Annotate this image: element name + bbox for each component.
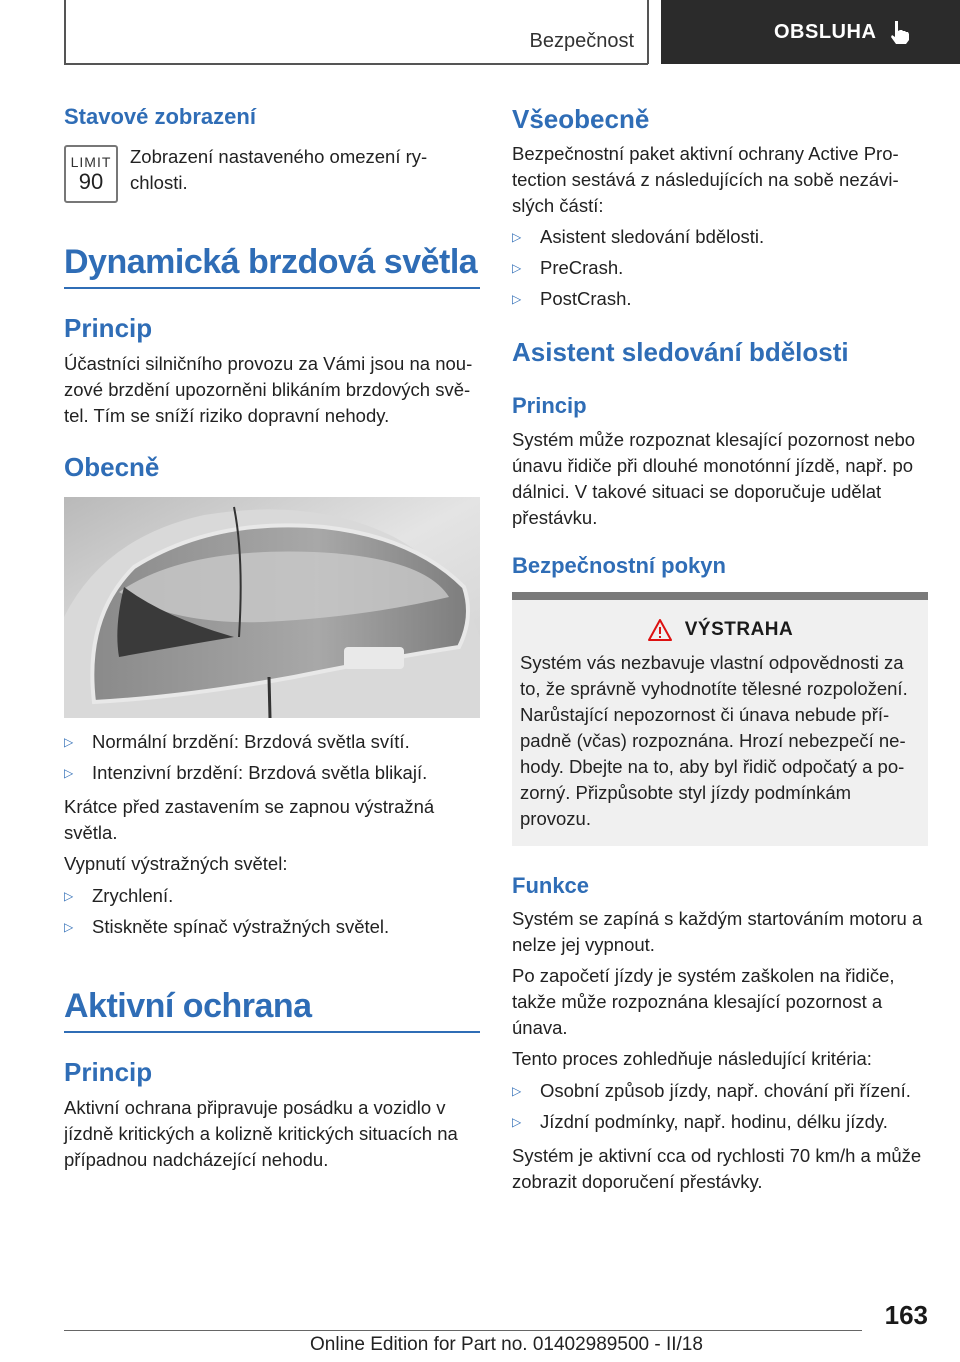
bullets2 [64,883,480,940]
kratce-text: Krátce před zastavením se zapnou výstražná světla. [64,796,435,843]
bullets-protection [512,224,928,312]
list-item [64,729,480,755]
vseobecne-text: Bezpečnostní paket aktivní ochrany Active Pro-tection sestává z následujících na sobě nezávi-slých částí: [512,143,899,216]
funkce-heading: Funkce [512,873,590,898]
list-item-text: Intenzivní brzdění: Brzdová světla blikají. [92,762,428,783]
list-item [512,286,928,312]
princip3-text: Systém může rozpoznat klesající pozornost nebo únavu řidiče při dlouhé monotónní jízdě, např. po dálnici. V takové situaci se doporučuje udělat přestávku. [512,429,916,528]
limit-sign-icon [64,145,118,203]
triangle-bullet-icon: ▷ [512,1084,522,1098]
funkce-text1: Systém se zapíná s každým startováním motoru a nelze jej vypnout. [512,908,923,955]
triangle-bullet-icon: ▷ [64,735,74,749]
heading-brake-lights: Dynamická brzdová světla [64,243,478,281]
list-item [64,760,480,786]
warning-box [512,592,928,846]
funkce-text2: Po započetí jízdy je systém zaškolen na řidiče, takže může rozpoznána klesající pozornost a únava. [512,965,895,1038]
princip2-heading: Princip [64,1057,153,1087]
pointing-hand-icon [886,19,912,45]
limit-sign-label: LIMIT [70,154,112,170]
list-item-text: PostCrash. [540,288,632,309]
triangle-bullet-icon: ▷ [64,889,74,903]
list-item-text: Jízdní podmínky, např. hodinu, délku jízdy. [540,1111,888,1132]
footer-edition: Online Edition for Part no. 01402989500 - II/18 [310,1334,703,1355]
list-item-text: Zrychlení. [92,885,174,906]
heading-rule [64,287,480,289]
warning-text: Systém vás nezbavuje vlastní odpovědnosti za to, že správně vyhodnotíte tělesné rozpoložení. Narůstající nepozornost či únava nebude pří-padně (včas) rozpoznána. Hrozí nebezpečí ne-hody. Dbejte na to, aby byl řidič odpočatý a po-zorný. Přizpůsobte styl jízdy podmínkám provozu. [520,652,908,829]
warning-triangle-icon [647,618,673,642]
triangle-bullet-icon: ▷ [64,766,74,780]
list-item [512,224,928,250]
triangle-bullet-icon: ▷ [512,1115,522,1129]
list-item [64,883,480,909]
vseobecne-heading: Všeobecně [512,104,650,134]
obecne-heading: Obecně [64,452,160,482]
princip1-heading: Princip [64,313,153,343]
asistent-heading: Asistent sledování bdělosti [512,337,849,367]
footer-rule [64,1330,862,1331]
tail-light-illustration [64,497,480,718]
warning-header [520,618,920,642]
triangle-bullet-icon: ▷ [512,261,522,275]
header-border-right [647,0,649,64]
princip3-heading: Princip [512,393,587,418]
triangle-bullet-icon: ▷ [512,230,522,244]
header-rule [64,63,648,65]
bullets1 [64,729,480,786]
list-item [512,1078,928,1104]
header-tab [661,0,960,64]
limit-sign-number: 90 [78,169,104,194]
pokyn-heading: Bezpečnostní pokyn [512,553,726,578]
princip2-text: Aktivní ochrana připravuje posádku a vozidlo v jízdně kritických a kolizně kritických situacích na případnou nadcházející nehodu. [64,1097,458,1170]
list-item-text: PreCrash. [540,257,624,278]
list-item [512,1109,928,1135]
header-border-left [64,0,66,64]
list-item-text: Osobní způsob jízdy, např. chování při řízení. [540,1080,911,1101]
list-item-text: Asistent sledování bdělosti. [540,226,765,247]
tail-light-photo [64,497,480,718]
triangle-bullet-icon: ▷ [64,920,74,934]
funkce-text3: Tento proces zohledňuje následující kritéria: [512,1048,872,1069]
vypnuti-text: Vypnutí výstražných světel: [64,853,288,874]
page-number: 163 [884,1300,928,1330]
princip1-text: Účastníci silničního provozu za Vámi jsou na nou-zové brzdění upozorněni blikáním brzdových svě-tel. Tím se sníží riziko dopravní nehody. [64,353,473,426]
triangle-bullet-icon: ▷ [512,292,522,306]
status-heading: Stavové zobrazení [64,104,256,129]
header-tab-label: OBSLUHA [774,20,877,43]
list-item [512,255,928,281]
header-section: Bezpečnost [529,30,634,52]
list-item-text: Stiskněte spínač výstražných světel. [92,916,390,937]
status-text: Zobrazení nastaveného omezení ry-chlosti. [130,146,428,193]
warning-title: VÝSTRAHA [684,619,794,640]
heading-rule [64,1031,480,1033]
bullets-criteria [512,1078,928,1135]
funkce-text4: Systém je aktivní cca od rychlosti 70 km/h a může zobrazit doporučení přestávky. [512,1145,922,1192]
heading-active-protection: Aktivní ochrana [64,987,312,1025]
list-item-text: Normální brzdění: Brzdová světla svítí. [92,731,410,752]
list-item [64,914,480,940]
